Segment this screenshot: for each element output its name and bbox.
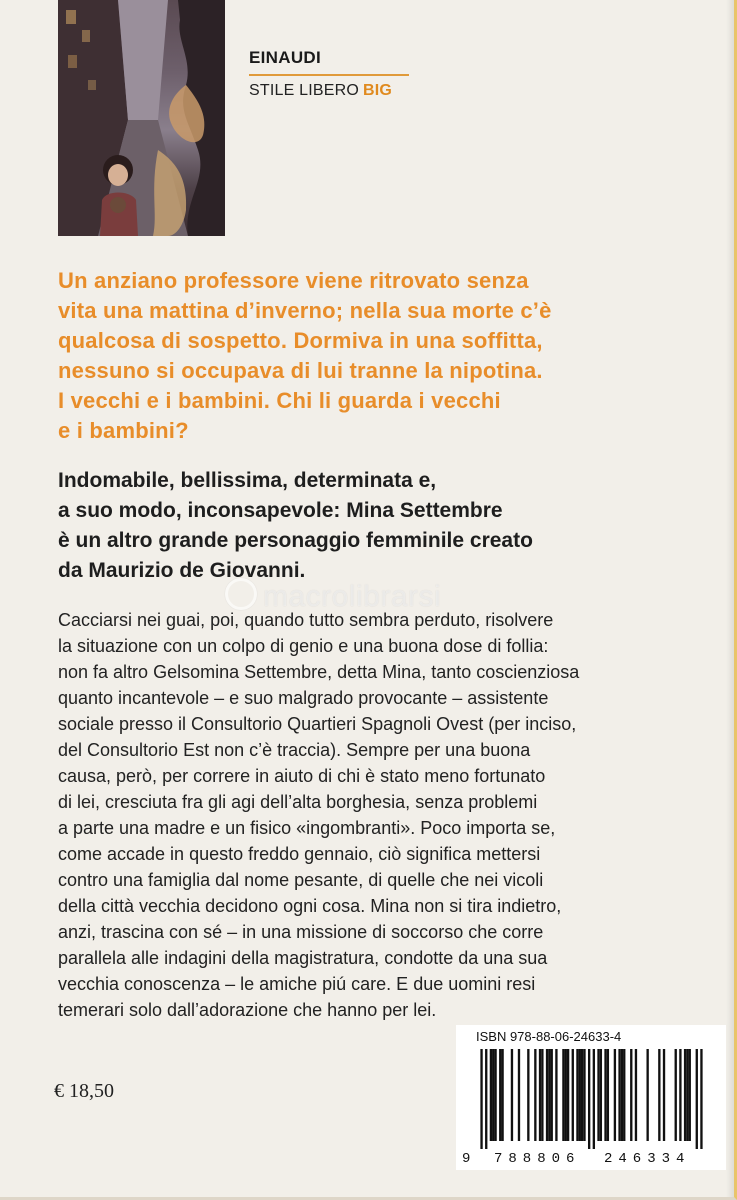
- barcode-bar: [539, 1049, 541, 1141]
- watermark-text: macrolibrarsi: [263, 580, 442, 613]
- description-line: di lei, cresciuta fra gli agi dell’alta borghesia, senza problemi: [58, 792, 538, 812]
- barcode-bar: [485, 1049, 487, 1149]
- publisher-imprint: [249, 48, 411, 100]
- barcode-bar: [689, 1049, 691, 1141]
- barcode-bar: [618, 1049, 620, 1141]
- description-line: non fa altro Gelsomina Settembre, detta Mina, tanto coscienziosa: [58, 662, 580, 682]
- barcode-bar: [679, 1049, 681, 1141]
- barcode-bar: [562, 1049, 564, 1141]
- barcode-bar: [576, 1049, 578, 1141]
- barcode-bar: [696, 1049, 698, 1149]
- blurb-line: vita una mattina d’inverno; nella sua morte c’è: [58, 298, 552, 323]
- ean-left-digits: 788806: [494, 1151, 581, 1167]
- barcode-bars: [464, 1049, 719, 1149]
- barcode-bar: [492, 1049, 494, 1141]
- description-line: vecchia conoscenza – le amiche piú care. E due uomini resi: [58, 974, 536, 994]
- ean-right-digits: 246334: [604, 1151, 691, 1167]
- barcode-bar: [607, 1049, 609, 1141]
- description-line: Cacciarsi nei guai, poi, quando tutto sembra perduto, risolvere: [58, 610, 554, 630]
- barcode-bar: [534, 1049, 536, 1141]
- page-edge-shadow: [726, 0, 734, 1197]
- barcode-bar: [567, 1049, 569, 1141]
- blurb-line: qualcosa di sospetto. Dormiva in una soffitta,: [58, 328, 543, 353]
- description-line: temerari solo dall’adorazione che hanno per lei.: [58, 1000, 437, 1020]
- barcode-bar: [518, 1049, 520, 1141]
- isbn-barcode-block: [456, 1025, 726, 1170]
- barcode-bar: [565, 1049, 567, 1141]
- barcode-bar: [572, 1049, 574, 1141]
- pitch-line: Indomabile, bellissima, determinata e,: [58, 469, 437, 492]
- pitch-line: è un altro grande personaggio femminile creato: [58, 529, 533, 552]
- description-line: come accade in questo freddo gennaio, ciò significa mettersi: [58, 844, 541, 864]
- barcode-bar: [635, 1049, 637, 1141]
- barcode-bar: [675, 1049, 677, 1141]
- description-line: la situazione con un colpo di genio e una buona dose di follia:: [58, 636, 549, 656]
- description-line: sociale presso il Consultorio Quartieri Spagnoli Ovest (per inciso,: [58, 714, 577, 734]
- pitch-line: a suo modo, inconsapevole: Mina Settembre: [58, 499, 503, 522]
- series-label: STILE LIBERO: [249, 82, 359, 99]
- barcode-bar: [494, 1049, 496, 1141]
- barcode-bar: [614, 1049, 616, 1141]
- blurb-line: e i bambini?: [58, 418, 189, 443]
- price: € 18,50: [54, 1080, 114, 1102]
- barcode-bar: [588, 1049, 590, 1149]
- barcode-bar: [600, 1049, 602, 1141]
- isbn-label: ISBN 978-88-06-24633-4: [476, 1029, 622, 1044]
- barcode-bar: [499, 1049, 501, 1141]
- blurb-line: I vecchi e i bambini. Chi li guarda i vecchi: [58, 388, 501, 413]
- barcode-bar: [490, 1049, 492, 1141]
- pitch: [58, 466, 718, 586]
- barcode-bar: [700, 1049, 702, 1149]
- barcode-bar: [551, 1049, 553, 1141]
- description-line: causa, però, per correre in aiuto di chi è stato meno fortunato: [58, 766, 546, 786]
- barcode-bar: [621, 1049, 623, 1141]
- barcode-bar: [684, 1049, 686, 1141]
- blurb: [58, 266, 718, 446]
- barcode-bar: [646, 1049, 648, 1141]
- blurb-line: Un anziano professore viene ritrovato senza: [58, 268, 529, 293]
- ean-first-digit: 9: [462, 1151, 471, 1167]
- description-line: parallela alle indagini della magistratura, condotte da una sua: [58, 948, 548, 968]
- barcode-bar: [604, 1049, 606, 1141]
- barcode-bar: [658, 1049, 660, 1141]
- barcode: [462, 1049, 719, 1167]
- publisher-name: EINAUDI: [249, 48, 321, 67]
- ean-digits: [464, 1151, 724, 1169]
- cover-illustration: [58, 0, 225, 236]
- barcode-bar: [541, 1049, 543, 1141]
- watermark-logo-icon: [225, 578, 257, 610]
- barcode-bar: [548, 1049, 550, 1141]
- barcode-bar: [686, 1049, 688, 1141]
- description-line: quanto incantevole – e suo malgrado provocante – assistente: [58, 688, 549, 708]
- barcode-bar: [555, 1049, 557, 1141]
- description-line: del Consultorio Est non c’è traccia). Sempre per una buona: [58, 740, 531, 760]
- barcode-bar: [593, 1049, 595, 1149]
- barcode-bar: [583, 1049, 585, 1141]
- barcode-bar: [501, 1049, 503, 1141]
- barcode-bar: [546, 1049, 548, 1141]
- watermark: [225, 578, 441, 614]
- illustration-artwork: [58, 0, 225, 236]
- description-line: della città vecchia decidono ogni cosa. Mina non si tira indietro,: [58, 896, 562, 916]
- barcode-bar: [663, 1049, 665, 1141]
- blurb-line: nessuno si occupava di lui tranne la nipotina.: [58, 358, 543, 383]
- description-line: contro una famiglia dal nome pesante, di quelle che nei vicoli: [58, 870, 544, 890]
- barcode-bar: [630, 1049, 632, 1141]
- barcode-bar: [511, 1049, 513, 1141]
- series-highlight: BIG: [363, 82, 393, 99]
- barcode-bar: [579, 1049, 581, 1141]
- barcode-bar: [480, 1049, 482, 1149]
- barcode-bar: [581, 1049, 583, 1141]
- series-name: [249, 82, 411, 100]
- description-line: a parte una madre e un fisico «ingombranti». Poco importa se,: [58, 818, 556, 838]
- description: [58, 607, 728, 1023]
- description-line: anzi, trascina con sé – in una missione di soccorso che corre: [58, 922, 544, 942]
- pitch-line: da Maurizio de Giovanni.: [58, 559, 306, 582]
- imprint-divider: [249, 74, 409, 76]
- barcode-bar: [597, 1049, 599, 1141]
- barcode-bar: [623, 1049, 625, 1141]
- barcode-bar: [527, 1049, 529, 1141]
